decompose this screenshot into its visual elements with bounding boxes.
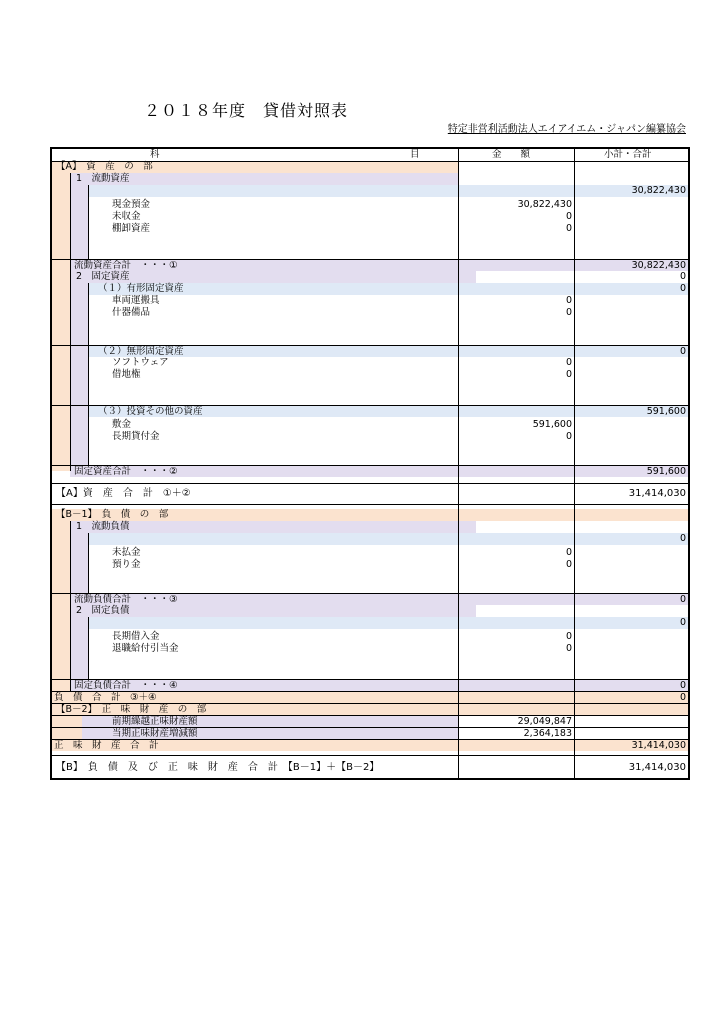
table-row: 車両運搬具 0 [112, 295, 572, 306]
assets-section-row: 【A】 資 産 の 部 [56, 161, 153, 172]
fixed-assets-row: 2 固定資産 0 [76, 271, 686, 282]
organization-name: 特定非営利活動法人エイアイエム・ジャパン編纂協会 [447, 124, 686, 135]
header-total: 小計・合計 [604, 149, 652, 160]
current-assets-row: 1 流動資産 [76, 173, 130, 184]
table-row: 未収金 0 [112, 211, 572, 222]
table-row: 借地権 0 [112, 369, 572, 380]
current-assets-subtotal-row: 30,822,430 [631, 185, 686, 196]
table-row: 長期貸付金 0 [112, 431, 572, 442]
liabilities-section-row: 【B－1】 負 債 の 部 [56, 509, 169, 520]
net-assets-section-row: 【B－2】 正 味 財 産 の 部 [52, 703, 688, 716]
balance-sheet-table [50, 147, 690, 780]
tangible-assets-row: （１）有形固定資産 0 [98, 283, 686, 294]
table-row: 棚卸資産 0 [112, 223, 572, 234]
table-row: 当期正味財産増減額 2,364,183 [52, 727, 688, 740]
table-row: 未払金 0 [112, 547, 572, 558]
current-liabilities-subtotal-row: 0 [679, 533, 686, 544]
table-row: 前期繰越正味財産額 29,049,847 [52, 715, 688, 728]
current-liabilities-total-row: 流動負債合計 ・・・③ 0 [52, 593, 688, 606]
table-row: 什器備品 0 [112, 307, 572, 318]
table-row: 敷金 591,600 [112, 419, 572, 430]
assets-grand-total-row: 【A】資 産 合 計 ①＋② 31,414,030 [52, 483, 688, 505]
header-moku: 目 [410, 149, 420, 160]
final-grand-total-row: 【B】 負 債 及 び 正 味 財 産 合 計 【B－1】＋【B－2】 31,414,030 [52, 755, 688, 779]
header-amount: 金 額 [492, 149, 531, 160]
current-liabilities-row: 1 流動負債 [76, 521, 130, 532]
intangible-assets-row: （２）無形固定資産 0 [52, 345, 688, 358]
document-title: ２０１８年度 貸借対照表 [144, 101, 349, 120]
header-kamoku: 科 [150, 149, 160, 160]
fixed-liabilities-row: 2 固定負債 [76, 605, 130, 616]
liabilities-grand-total-row: 負 債 合 計 ③＋④ 0 [54, 692, 686, 703]
fixed-assets-total-row: 固定資産合計 ・・・② 591,600 [52, 465, 688, 478]
net-assets-total-row: 正 味 財 産 合 計 31,414,030 [54, 740, 686, 751]
table-row: 退職給付引当金 0 [112, 643, 572, 654]
table-row: 預り金 0 [112, 559, 572, 570]
table-row: 長期借入金 0 [112, 631, 572, 642]
table-row: 現金預金 30,822,430 [112, 199, 572, 210]
investment-assets-row: （３）投資その他の資産 591,600 [52, 405, 688, 418]
fixed-liabilities-subtotal-row: 0 [679, 617, 686, 628]
fixed-liabilities-total-row: 固定負債合計 ・・・④ 0 [52, 679, 688, 692]
current-assets-total-row: 流動資産合計 ・・・① 30,822,430 [52, 259, 688, 272]
table-row: ソフトウェア 0 [112, 357, 572, 368]
